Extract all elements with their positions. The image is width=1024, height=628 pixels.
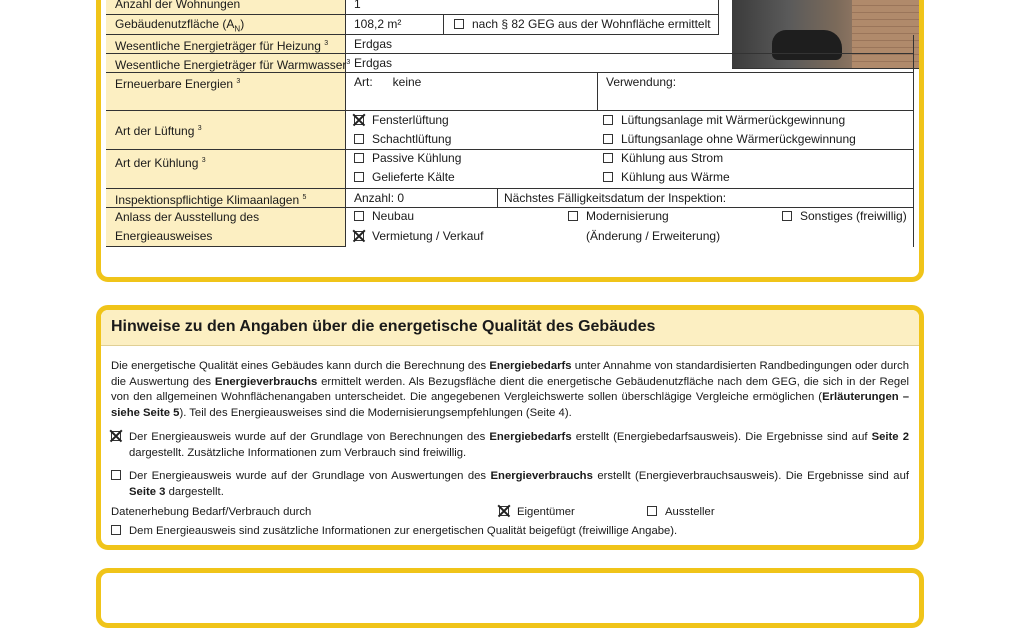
checkbox[interactable] xyxy=(603,153,613,163)
option-schachtlueftung[interactable]: Schachtlüftung xyxy=(354,132,451,146)
checkbox-checked[interactable] xyxy=(499,506,509,516)
label-warmwasser: Wesentliche Energieträger für Warmwasser$^3$ xyxy=(106,54,346,73)
option-fensterlueftung[interactable]: Fensterlüftung xyxy=(354,113,449,127)
checkbox-verbrauch[interactable] xyxy=(111,469,129,485)
next-panel xyxy=(96,568,924,628)
option-eigentuemer[interactable]: Eigentümer xyxy=(499,505,575,521)
label-klimaanlagen: Inspektionspflichtige Klimaanlagen $^5$ xyxy=(106,189,346,208)
label-lueftung: Art der Lüftung $^3$ xyxy=(106,111,346,150)
value-nutzflaeche: 108,2 m² xyxy=(346,15,444,35)
option-neubau[interactable]: Neubau xyxy=(354,209,414,223)
checkbox-checked[interactable] xyxy=(354,231,364,241)
label-erneuerbare: Erneuerbare Energien $^3$ xyxy=(106,73,346,111)
checkbox[interactable] xyxy=(603,115,613,125)
row-erneuerbare xyxy=(106,73,914,111)
checkbox-bedarf-checked[interactable] xyxy=(111,430,129,446)
label-anlass: Anlass der Ausstellung des Energieausweises xyxy=(106,208,346,247)
checkbox-checked[interactable] xyxy=(354,115,364,125)
value-erneuerbare-art: Art: keine xyxy=(346,73,598,111)
option-modernisierung[interactable]: Modernisierung xyxy=(568,209,669,223)
checkbox-checked[interactable] xyxy=(111,431,121,441)
label-heizung: Wesentliche Energieträger für Heizung $^3$ xyxy=(106,35,346,54)
row-anlass xyxy=(106,208,914,247)
row-warmwasser xyxy=(106,54,914,73)
label-wohnungen: Anzahl der Wohnungen xyxy=(106,0,346,15)
building-data-panel xyxy=(96,0,924,282)
option-vermietung-verkauf[interactable]: Vermietung / Verkauf xyxy=(354,229,483,243)
checkbox[interactable] xyxy=(647,506,657,516)
value-heizung: Erdgas xyxy=(346,35,914,54)
checkbox[interactable] xyxy=(111,470,121,480)
notes-paragraph: Die energetische Qualität eines Gebäudes kann durch die Berechnung des Energiebedarfs unter Annahme von standardisierten Randbedingungen oder durch die Auswertung des Energieverbrauchs ermittelt werden. Als Bezugsfläche dient die energetische Gebäudenutzfläche nach dem GEG, die sich in der Regel von den allgemeinen Wohnflächenangaben unterscheidet. Die angegebenen Vergleichswerte sollen überschlägige Vergleiche ermöglichen (Erläuterungen – siehe Seite 5). Teil des Energieausweises sind die Modernisierungsempfehlungen (Seite 4). xyxy=(111,360,909,419)
checkbox[interactable] xyxy=(354,172,364,182)
value-anlass xyxy=(346,208,914,247)
value-warmwasser: Erdgas xyxy=(346,54,914,73)
option-kuehlung-waerme[interactable]: Kühlung aus Wärme xyxy=(603,170,730,184)
checkbox[interactable] xyxy=(354,211,364,221)
row-klimaanlagen xyxy=(106,189,914,208)
checkbox[interactable] xyxy=(111,525,121,535)
row-nutzflaeche xyxy=(106,15,719,35)
value-klima-faelligkeit: Nächstes Fälligkeitsdatum der Inspektion: xyxy=(498,189,914,208)
value-lueftung xyxy=(346,111,914,150)
value-kuehlung xyxy=(346,150,914,189)
checkbox[interactable] xyxy=(568,211,578,221)
option-verbrauchsausweis: Der Energieausweis wurde auf der Grundlage von Auswertungen des Energieverbrauchs erstellt (Energieverbrauchsausweis). Die Ergebnisse sind auf Seite 3 dargestellt. xyxy=(129,470,909,498)
label-kuehlung: Art der Kühlung $^3$ xyxy=(106,150,346,189)
value-wohnungen: 1 xyxy=(346,0,719,15)
option-sonstiges[interactable]: Sonstiges (freiwillig) xyxy=(782,209,907,223)
notes-title: Hinweise zu den Angaben über die energetische Qualität des Gebäudes xyxy=(101,310,919,346)
erhebung-label: Datenerhebung Bedarf/Verbrauch durch xyxy=(111,506,312,518)
row-lueftung xyxy=(106,111,914,150)
checkbox-wohnflaeche[interactable] xyxy=(454,19,464,29)
checkbox[interactable] xyxy=(603,134,613,144)
checkbox[interactable] xyxy=(354,153,364,163)
option-kuehlung-strom[interactable]: Kühlung aus Strom xyxy=(603,151,723,165)
option-lueftungsanlage-mit[interactable]: Lüftungsanlage mit Wärmerückgewinnung xyxy=(603,113,845,127)
checkbox[interactable] xyxy=(354,134,364,144)
label-nutzflaeche: Gebäudenutzfläche $(A_N)$ xyxy=(106,15,346,35)
option-bedarfsausweis: Der Energieausweis wurde auf der Grundlage von Berechnungen des Energiebedarfs erstellt (Energiebedarfsausweis). Die Ergebnisse sind auf Seite 2 dargestellt. Zusätzliche Informationen zum Verbrauch sind freiwillig. xyxy=(129,431,909,459)
option-gelieferte-kaelte[interactable]: Gelieferte Kälte xyxy=(354,170,455,184)
checkbox[interactable] xyxy=(782,211,792,221)
checkbox[interactable] xyxy=(603,172,613,182)
value-klima-anzahl: Anzahl: 0 xyxy=(346,189,498,208)
option-aussteller[interactable]: Aussteller xyxy=(647,505,715,521)
row-kuehlung xyxy=(106,150,914,189)
option-lueftungsanlage-ohne[interactable]: Lüftungsanlage ohne Wärmerückgewinnung xyxy=(603,132,856,146)
modernisierung-detail: (Änderung / Erweiterung) xyxy=(586,229,721,243)
option-wohnflaeche-ermittelt[interactable]: nach § 82 GEG aus der Wohnfläche ermittelt xyxy=(444,15,719,35)
row-wohnungen xyxy=(106,0,719,15)
option-passive-kuehlung[interactable]: Passive Kühlung xyxy=(354,151,461,165)
value-erneuerbare-verwendung: Verwendung: xyxy=(598,73,914,111)
row-heizung xyxy=(106,35,914,54)
notes-panel xyxy=(96,305,924,550)
option-zusatzinformationen[interactable]: Dem Energieausweis sind zusätzliche Informationen zur energetischen Qualität beigefügt (freiwillige Angabe). xyxy=(111,524,677,540)
